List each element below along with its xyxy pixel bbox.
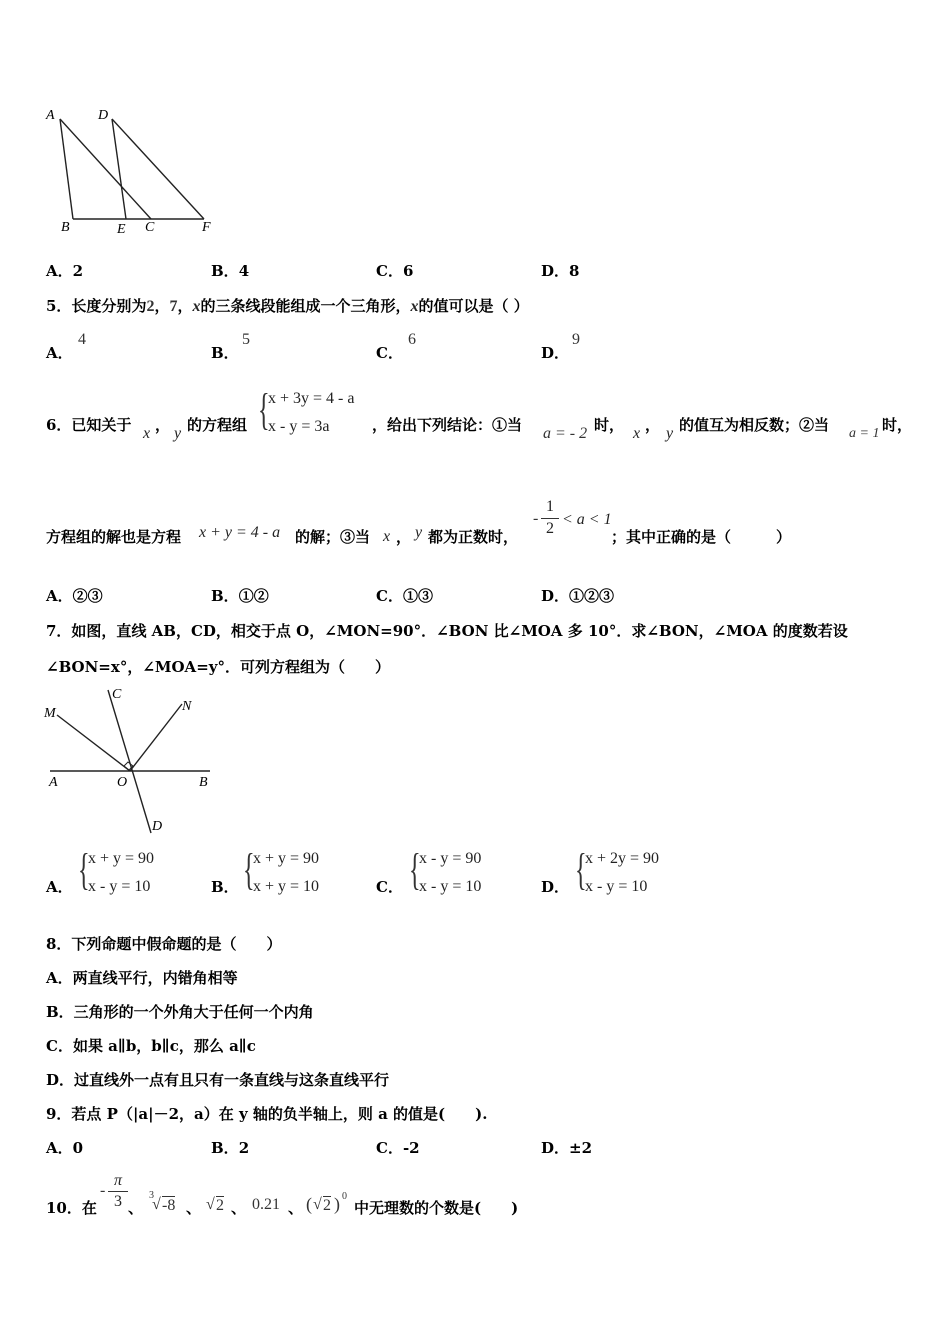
q9-option-a[interactable]: A．0	[46, 1139, 84, 1157]
q7-option-a[interactable]: A．	[46, 878, 73, 896]
q10-paren-left: (	[306, 1194, 312, 1214]
q6-text-5: 的值互为相反数；②当	[679, 416, 830, 434]
q6-fraction: $\frac{1}{2}$	[541, 498, 559, 538]
q6-var-y2: y	[666, 425, 674, 442]
q5-option-c[interactable]: C．	[376, 344, 403, 362]
q6-text-3: ，给出下列结论：①当	[372, 416, 523, 434]
q6-frac-sign: -	[533, 510, 539, 527]
q6-text-6: 时，	[882, 416, 913, 434]
label-C: C	[112, 687, 122, 702]
q9-stem: 9．若点 P（|a|－2，a）在 y 轴的负半轴上，则 a 的值是( ).	[46, 1105, 488, 1123]
q7-option-b[interactable]: B．	[211, 878, 239, 896]
q6-line2-text-4: ；其中正确的是（ ）	[611, 528, 792, 546]
q6-text-4: 时，	[594, 416, 625, 434]
label-B: B	[61, 220, 70, 235]
q10-fraction: $\frac{\pi}{3}$	[108, 1172, 128, 1211]
q10-exponent: 0	[342, 1191, 347, 1202]
label-M: M	[44, 706, 56, 721]
q4-option-d[interactable]: D．8	[541, 262, 580, 280]
q7-stem-line1: 7．如图，直线 AB，CD，相交于点 O，∠MON=90°．∠BON 比∠MOA 多 10°．求∠BON，∠MOA 的度数若设	[46, 622, 848, 640]
q6-var-x: x	[143, 425, 151, 442]
label-B: B	[199, 775, 208, 790]
brace-icon: {	[575, 845, 587, 894]
q6-var-y3: y	[415, 524, 423, 541]
brace-icon: {	[243, 845, 255, 894]
q10-cbrt-radicand: -8	[162, 1197, 176, 1214]
sqrt-icon: √	[152, 1196, 161, 1213]
triangle-figure	[40, 100, 230, 245]
q10-sep-1: 、	[128, 1199, 144, 1217]
q7-option-d[interactable]: D．	[541, 878, 570, 896]
label-A: A	[49, 775, 58, 790]
label-A: A	[46, 108, 55, 123]
q6-line2-text-2: 的解；③当	[295, 528, 371, 546]
q10-sep-2: 、	[186, 1199, 202, 1217]
q4-option-c[interactable]: C．6	[376, 262, 414, 280]
label-F: F	[202, 220, 211, 235]
q5-option-b-value: 5	[242, 331, 250, 348]
label-O: O	[117, 775, 128, 790]
q10-sep-3: 、	[231, 1199, 247, 1217]
q4-option-b[interactable]: B．4	[211, 262, 250, 280]
q6-var-y: y	[174, 425, 182, 442]
sqrt-icon: √	[206, 1196, 215, 1213]
q9-option-b[interactable]: B．2	[211, 1139, 250, 1157]
q6-cond2: a = 1	[849, 426, 880, 441]
q5-stem: 5．长度分别为2，7，x的三条线段能组成一个三角形，x的值可以是（ ）	[46, 297, 529, 315]
label-D: D	[152, 819, 163, 834]
q6-option-b[interactable]: B．①②	[211, 587, 269, 605]
q10-sep-4: 、	[288, 1199, 304, 1217]
q6-text-2: 的方程组	[187, 416, 248, 434]
q10-text-2: 中无理数的个数是( )	[354, 1199, 519, 1217]
q8-stem: 8．下列命题中假命题的是（ ）	[46, 935, 282, 953]
brace-icon: {	[78, 845, 90, 894]
angle-figure	[40, 682, 220, 837]
q6-line2-text-1: 方程组的解也是方程	[46, 528, 182, 546]
label-N: N	[182, 699, 192, 714]
q6-eq2: x - y = 3a	[268, 418, 330, 435]
q5-option-b[interactable]: B．	[211, 344, 239, 362]
q9-option-d[interactable]: D．±2	[541, 1139, 593, 1157]
q10-paren-right: )	[334, 1194, 340, 1214]
q9-option-c[interactable]: C．-2	[376, 1139, 420, 1157]
q6-inequality: < a < 1	[562, 511, 612, 528]
q10-decimal: 0.21	[252, 1196, 280, 1213]
q5-option-a[interactable]: A．	[46, 344, 73, 362]
q4-option-a[interactable]: A．2	[46, 262, 84, 280]
q6-var-x2: x	[633, 425, 641, 442]
q6-comma-2: ，	[645, 416, 661, 434]
q6-text-1: 6．已知关于	[46, 416, 132, 434]
q6-eq1: x + 3y = 4 - a	[268, 390, 355, 407]
label-C: C	[145, 220, 155, 235]
brace-icon: {	[258, 385, 270, 434]
label-E: E	[117, 222, 126, 237]
q6-option-c[interactable]: C．①③	[376, 587, 433, 605]
q5-option-d-value: 9	[572, 331, 580, 348]
q7-option-c[interactable]: C．	[376, 878, 403, 896]
q8-option-c[interactable]: C．如果 a∥b，b∥c，那么 a∥c	[46, 1037, 256, 1055]
q10-text-1: 10．在	[46, 1199, 97, 1217]
q6-comma-3: ，	[396, 528, 412, 546]
q5-option-a-value: 4	[78, 331, 86, 348]
sqrt-icon: √	[313, 1196, 322, 1213]
q6-option-d[interactable]: D．①②③	[541, 587, 615, 605]
q10-cbrt-index: 3	[149, 1190, 154, 1201]
q5-option-d[interactable]: D．	[541, 344, 570, 362]
q5-option-c-value: 6	[408, 331, 416, 348]
q8-option-b[interactable]: B．三角形的一个外角大于任何一个内角	[46, 1003, 314, 1021]
q6-comma: ，	[155, 416, 171, 434]
q7-stem-line2: ∠BON=x°，∠MOA=y°．可列方程组为（ ）	[46, 658, 390, 676]
q10-paren-radicand: 2	[323, 1197, 331, 1214]
label-D: D	[98, 108, 109, 123]
q8-option-a[interactable]: A．两直线平行，内错角相等	[46, 969, 238, 987]
q10-sqrt-radicand: 2	[216, 1197, 224, 1214]
q6-var-x3: x	[383, 528, 391, 545]
q6-cond1: a = - 2	[543, 425, 588, 442]
q6-option-a[interactable]: A．②③	[46, 587, 103, 605]
q6-line2-text-3: 都为正数时，	[428, 528, 519, 546]
q8-option-d[interactable]: D．过直线外一点有且只有一条直线与这条直线平行	[46, 1071, 390, 1089]
q6-eq3: x + y = 4 - a	[199, 524, 281, 541]
q10-e1-sign: -	[100, 1182, 106, 1199]
brace-icon: {	[409, 845, 421, 894]
